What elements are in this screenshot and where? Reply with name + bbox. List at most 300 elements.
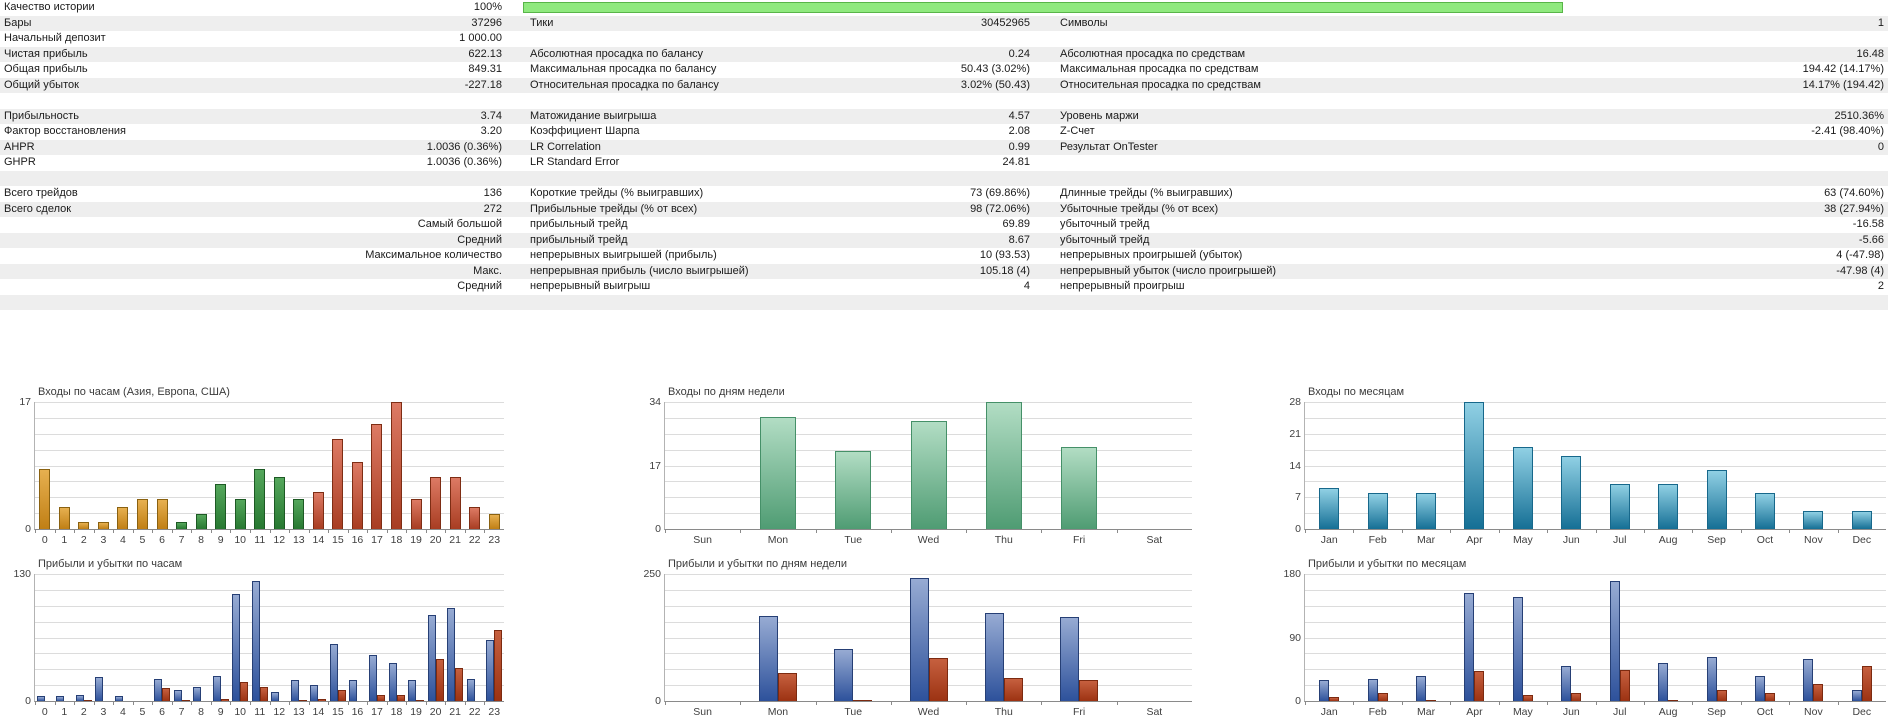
bar-entries	[911, 421, 947, 529]
gridline	[1305, 434, 1886, 435]
x-tick-mark	[94, 530, 95, 533]
x-tick-label: 6	[159, 706, 165, 718]
x-tick-mark	[309, 702, 310, 705]
x-tick-mark	[328, 530, 329, 533]
x-tick-label: 21	[449, 706, 461, 718]
bar-profit	[76, 695, 84, 701]
x-tick-label: Jun	[1562, 534, 1580, 546]
stat-value: 8.67	[1008, 233, 1030, 246]
bar-entries	[117, 507, 128, 529]
bar-profit	[37, 696, 45, 701]
x-tick-label: 10	[234, 706, 247, 718]
x-tick-mark	[270, 530, 271, 533]
x-tick-mark	[465, 530, 466, 533]
bar-entries	[39, 469, 50, 529]
stat-value: 98 (72.06%)	[970, 202, 1030, 215]
stat-value: 2.08	[1008, 125, 1030, 137]
stat-value: 0.99	[1008, 140, 1030, 153]
x-tick-mark	[74, 702, 75, 705]
x-tick-mark	[191, 702, 192, 705]
bar-entries	[78, 522, 89, 529]
bar-loss	[778, 673, 797, 701]
x-tick-mark	[250, 530, 251, 533]
x-tick-label: 12	[273, 706, 286, 718]
bar-profit	[1513, 597, 1523, 701]
bar-entries	[332, 439, 343, 529]
x-tick-label: 4	[120, 706, 126, 718]
chart-entries-by-hour	[8, 386, 504, 550]
x-tick-mark	[1402, 530, 1403, 533]
x-tick-label: 22	[468, 534, 481, 546]
y-tick-label: 0	[25, 523, 31, 535]
bar-entries	[1319, 488, 1339, 529]
x-tick-mark	[230, 530, 231, 533]
x-tick-mark	[1692, 702, 1693, 705]
x-tick-mark	[816, 530, 817, 533]
stat-label: Абсолютная просадка по средствам	[1060, 47, 1246, 60]
x-tick-mark	[348, 530, 349, 533]
bar-profit	[1319, 680, 1329, 701]
x-tick-label: 2	[80, 534, 87, 546]
stat-label: GHPR	[4, 156, 36, 168]
stat-label: Всего сделок	[4, 202, 72, 215]
gridline	[35, 418, 504, 419]
x-tick-label: Thu	[994, 706, 1013, 718]
bar-entries	[489, 514, 500, 529]
x-tick-label: Jul	[1612, 706, 1627, 718]
y-tick-label: 0	[25, 695, 31, 707]
stat-label: непрерывных выигрышей (прибыль)	[530, 249, 717, 261]
stats-row	[0, 186, 1888, 202]
bar-entries	[1061, 447, 1097, 529]
x-tick-mark	[1596, 530, 1597, 533]
bar-profit	[408, 680, 416, 701]
bar-profit	[447, 608, 455, 701]
x-tick-label: Apr	[1466, 534, 1483, 546]
bar-profit	[1368, 679, 1378, 701]
bar-entries	[98, 522, 109, 529]
stats-row	[0, 217, 1888, 233]
stat-value: 3.74	[480, 109, 502, 122]
stats-row	[0, 62, 1888, 78]
gridline	[35, 434, 504, 435]
bar-profit	[115, 696, 123, 701]
y-tick-label: 21	[1289, 427, 1301, 440]
x-tick-label: 16	[351, 534, 364, 546]
chart-title: Входы по дням недели	[668, 386, 785, 398]
bar-loss	[221, 699, 229, 701]
bar-profit	[56, 696, 64, 701]
stat-label: Коэффициент Шарпа	[530, 125, 640, 137]
x-tick-label: 16	[351, 706, 364, 718]
gridline	[1305, 653, 1886, 654]
x-tick-label: 8	[198, 706, 205, 718]
bar-profit	[467, 679, 475, 701]
x-tick-label: 0	[41, 706, 48, 718]
y-tick-label: 130	[13, 568, 31, 580]
x-tick-mark	[289, 702, 290, 705]
stats-row	[0, 109, 1888, 125]
x-tick-label: 15	[332, 534, 344, 546]
y-tick-label: 250	[643, 568, 661, 580]
bar-loss	[1765, 693, 1775, 701]
x-tick-label: Sun	[693, 706, 712, 718]
x-tick-label: Feb	[1368, 534, 1387, 546]
chart-pl-by-month	[1278, 558, 1886, 722]
x-tick-mark	[406, 530, 407, 533]
gridline	[35, 574, 504, 575]
gridline	[1305, 669, 1886, 670]
x-tick-label: 7	[178, 706, 185, 718]
x-tick-label: 19	[410, 534, 422, 546]
x-tick-mark	[465, 702, 466, 705]
bar-entries	[1513, 447, 1533, 529]
stat-value: 4.57	[1008, 109, 1030, 122]
bar-entries	[1368, 493, 1388, 529]
stat-value: 10 (93.53)	[979, 249, 1030, 261]
stats-row	[0, 140, 1888, 156]
stat-value: -47.98 (4)	[1836, 264, 1884, 277]
bar-profit	[1060, 617, 1079, 701]
stat-label: Бары	[4, 16, 32, 29]
stats-row	[0, 31, 1888, 47]
chart-title: Входы по часам (Азия, Европа, США)	[38, 386, 230, 398]
bar-entries	[469, 507, 480, 529]
chart-pl-by-hour	[8, 558, 504, 722]
bar-profit	[291, 680, 299, 701]
bar-loss	[853, 700, 872, 701]
x-tick-label: Mar	[1416, 706, 1436, 718]
x-tick-label: 10	[234, 534, 247, 546]
x-tick-mark	[1692, 530, 1693, 533]
stat-label: Начальный депозит	[4, 32, 106, 44]
x-tick-mark	[816, 702, 817, 705]
y-tick-label: 180	[1283, 568, 1301, 580]
x-tick-mark	[1450, 702, 1451, 705]
x-tick-label: 5	[139, 534, 146, 546]
stats-row	[0, 171, 1888, 187]
gridline	[1305, 622, 1886, 623]
x-tick-label: May	[1512, 706, 1533, 718]
history-quality-bar	[523, 2, 1563, 13]
stat-label: прибыльный трейд	[530, 218, 628, 230]
gridline	[35, 590, 504, 591]
x-tick-mark	[426, 702, 427, 705]
bar-entries	[215, 484, 226, 529]
stat-label: LR Standard Error	[530, 156, 620, 168]
bar-profit	[232, 594, 240, 701]
bar-profit	[1852, 690, 1862, 701]
x-tick-label: Mon	[767, 534, 789, 546]
x-tick-mark	[1741, 530, 1742, 533]
report-table	[0, 0, 1888, 310]
stat-value: -227.18	[464, 78, 502, 91]
x-tick-mark	[1547, 530, 1548, 533]
stat-value: 1.0036 (0.36%)	[426, 140, 502, 153]
x-tick-label: Sep	[1707, 534, 1726, 546]
gridline	[35, 606, 504, 607]
x-tick-mark	[387, 530, 388, 533]
stats-row	[0, 264, 1888, 280]
x-tick-label: Sat	[1146, 534, 1163, 546]
bar-profit	[1707, 657, 1717, 701]
x-tick-mark	[230, 702, 231, 705]
stat-value: 4 (-47.98)	[1836, 249, 1884, 261]
bar-profit	[1561, 666, 1571, 701]
x-tick-mark	[152, 530, 153, 533]
stat-value: 1 000.00	[459, 32, 502, 44]
x-tick-mark	[1596, 702, 1597, 705]
stat-value: 3.02% (50.43)	[960, 78, 1030, 91]
bar-loss	[1079, 680, 1098, 701]
stat-label: убыточный трейд	[1060, 233, 1150, 246]
x-tick-label: 3	[100, 706, 107, 718]
bar-entries	[1803, 511, 1823, 529]
bar-loss	[162, 688, 170, 701]
stat-value: 136	[483, 187, 502, 199]
x-tick-mark	[891, 702, 892, 705]
stat-label: Длинные трейды (% выигравших)	[1060, 187, 1233, 199]
bar-loss	[338, 690, 346, 701]
x-tick-mark	[1402, 702, 1403, 705]
x-tick-mark	[35, 702, 36, 705]
stat-label: Убыточные трейды (% от всех)	[1060, 202, 1219, 215]
stat-value: Средний	[457, 280, 502, 292]
bar-entries	[986, 402, 1022, 529]
x-tick-mark	[250, 702, 251, 705]
stats-row	[0, 233, 1888, 249]
stat-value: 0	[1877, 140, 1884, 153]
x-tick-mark	[74, 530, 75, 533]
stat-label: Матожидание выигрыша	[530, 109, 657, 122]
stat-label: непрерывный выигрыш	[530, 280, 651, 292]
stat-value: 100%	[473, 1, 502, 13]
x-tick-mark	[55, 530, 56, 533]
x-tick-mark	[191, 530, 192, 533]
stat-label: Результат OnTester	[1060, 140, 1158, 153]
plot-area	[1304, 402, 1886, 530]
bar-profit	[193, 687, 201, 701]
x-tick-label: 22	[468, 706, 481, 718]
bar-profit	[213, 676, 221, 701]
gridline	[35, 466, 504, 467]
gridline	[665, 402, 1192, 403]
bar-profit	[834, 649, 853, 701]
bar-entries	[1561, 456, 1581, 529]
x-tick-label: 9	[217, 534, 224, 546]
bar-profit	[1658, 663, 1668, 701]
x-tick-mark	[133, 702, 134, 705]
stat-value: Макс.	[473, 264, 502, 277]
x-tick-mark	[1117, 530, 1118, 533]
stats-row	[0, 47, 1888, 63]
gridline	[35, 450, 504, 451]
x-tick-mark	[35, 530, 36, 533]
stat-label: Максимальная просадка по средствам	[1060, 63, 1259, 75]
x-tick-label: Tue	[844, 534, 863, 546]
y-tick-label: 0	[1295, 695, 1301, 707]
stats-row	[0, 124, 1888, 140]
plot-area	[34, 402, 504, 530]
x-tick-label: Sep	[1707, 706, 1726, 718]
stat-value: 105.18 (4)	[979, 264, 1030, 277]
x-tick-mark	[1450, 530, 1451, 533]
bar-loss	[494, 630, 502, 701]
bar-entries	[313, 492, 324, 529]
stat-label: Тики	[530, 16, 554, 29]
bar-loss	[1813, 684, 1823, 701]
gridline	[665, 418, 1192, 419]
x-tick-mark	[1789, 702, 1790, 705]
gridline	[1305, 513, 1886, 514]
x-tick-label: 21	[449, 534, 461, 546]
bar-entries	[59, 507, 70, 529]
bar-loss	[240, 682, 248, 701]
x-tick-mark	[966, 702, 967, 705]
x-tick-label: Jul	[1612, 534, 1627, 546]
chart-title: Прибыли и убытки по часам	[38, 558, 183, 570]
stat-value: -2.41 (98.40%)	[1811, 125, 1884, 137]
stat-value: -5.66	[1858, 233, 1884, 246]
bar-entries	[760, 417, 796, 529]
x-tick-mark	[387, 702, 388, 705]
x-tick-label: 14	[312, 706, 325, 718]
gridline	[1305, 402, 1886, 403]
stat-value: 69.89	[1002, 218, 1030, 230]
stat-label: LR Correlation	[530, 140, 601, 153]
bar-loss	[318, 699, 326, 701]
bar-profit	[389, 663, 397, 701]
stats-row	[0, 248, 1888, 264]
stat-label: Уровень маржи	[1060, 109, 1139, 122]
bar-profit	[252, 581, 260, 701]
x-tick-label: 13	[292, 706, 305, 718]
stat-value: 14.17% (194.42)	[1802, 78, 1884, 91]
x-tick-label: 7	[178, 534, 185, 546]
stat-label: Качество истории	[4, 1, 95, 13]
x-tick-mark	[966, 530, 967, 533]
bar-profit	[174, 690, 182, 701]
x-tick-mark	[1499, 530, 1500, 533]
stat-value: -16.58	[1852, 218, 1884, 230]
y-tick-label: 0	[655, 523, 661, 535]
x-tick-mark	[113, 530, 114, 533]
x-tick-label: Nov	[1804, 534, 1823, 546]
stat-label: Прибыльность	[4, 109, 79, 122]
bar-loss	[1426, 700, 1436, 701]
x-tick-label: Aug	[1658, 534, 1678, 546]
bar-entries	[1707, 470, 1727, 529]
stat-value: 2	[1877, 280, 1884, 292]
gridline	[1305, 590, 1886, 591]
bar-profit	[154, 679, 162, 701]
x-tick-mark	[328, 702, 329, 705]
x-tick-mark	[891, 530, 892, 533]
stat-label: Общая прибыль	[4, 63, 88, 75]
gridline	[1305, 481, 1886, 482]
x-tick-label: Jan	[1320, 534, 1338, 546]
bar-entries	[835, 451, 871, 529]
bar-entries	[450, 477, 461, 529]
x-tick-mark	[665, 702, 666, 705]
stat-value: 194.42 (14.17%)	[1802, 63, 1884, 75]
stat-value: Максимальное количество	[365, 249, 502, 261]
bar-loss	[1329, 697, 1339, 701]
bar-profit	[759, 616, 778, 701]
bar-loss	[455, 668, 463, 701]
x-tick-label: 13	[292, 534, 305, 546]
stat-value: 24.81	[1002, 156, 1030, 168]
plot-area	[664, 574, 1192, 702]
x-tick-mark	[55, 702, 56, 705]
bar-loss	[1571, 693, 1581, 701]
stat-label: Всего трейдов	[4, 187, 78, 199]
x-tick-label: 14	[312, 534, 325, 546]
bar-loss	[1523, 695, 1533, 701]
bar-loss	[1474, 671, 1484, 701]
bar-entries	[1610, 484, 1630, 529]
bar-entries	[274, 477, 285, 529]
x-tick-mark	[211, 530, 212, 533]
bar-entries	[235, 499, 246, 529]
x-tick-mark	[445, 702, 446, 705]
x-tick-mark	[665, 530, 666, 533]
bar-loss	[436, 659, 444, 701]
bar-entries	[371, 424, 382, 529]
x-tick-label: Wed	[917, 534, 940, 546]
bar-loss	[416, 700, 424, 701]
stat-label: Относительная просадка по средствам	[1060, 78, 1261, 91]
stat-label: прибыльный трейд	[530, 233, 628, 246]
x-tick-mark	[172, 702, 173, 705]
gridline	[665, 574, 1192, 575]
stat-value: 30452965	[981, 16, 1030, 29]
x-tick-label: Tue	[844, 706, 863, 718]
x-tick-label: 8	[198, 534, 205, 546]
x-tick-mark	[367, 702, 368, 705]
bar-loss	[1620, 670, 1630, 701]
bar-loss	[84, 700, 92, 701]
x-tick-mark	[426, 530, 427, 533]
x-tick-label: 0	[41, 534, 48, 546]
gridline	[1305, 466, 1886, 467]
x-tick-label: 2	[80, 706, 87, 718]
x-tick-mark	[211, 702, 212, 705]
stat-label: непрерывный убыток (число проигрышей)	[1060, 264, 1277, 277]
x-tick-label: 20	[429, 706, 442, 718]
x-tick-mark	[1305, 702, 1306, 705]
x-tick-mark	[133, 530, 134, 533]
x-tick-mark	[348, 702, 349, 705]
bar-profit	[428, 615, 436, 701]
bar-loss	[1717, 690, 1727, 701]
x-tick-label: Dec	[1852, 534, 1872, 546]
x-tick-label: 11	[254, 534, 266, 546]
bar-entries	[391, 402, 402, 529]
bar-entries	[137, 499, 148, 529]
x-tick-mark	[1644, 702, 1645, 705]
x-tick-mark	[289, 530, 290, 533]
stat-value: 272	[483, 202, 502, 215]
stat-label: непрерывный проигрыш	[1060, 280, 1185, 292]
bar-entries	[293, 499, 304, 529]
x-tick-mark	[1041, 702, 1042, 705]
bar-entries	[1852, 511, 1872, 529]
x-tick-label: Aug	[1658, 706, 1678, 718]
stats-row	[0, 93, 1888, 109]
bar-entries	[1416, 493, 1436, 529]
x-tick-mark	[152, 702, 153, 705]
